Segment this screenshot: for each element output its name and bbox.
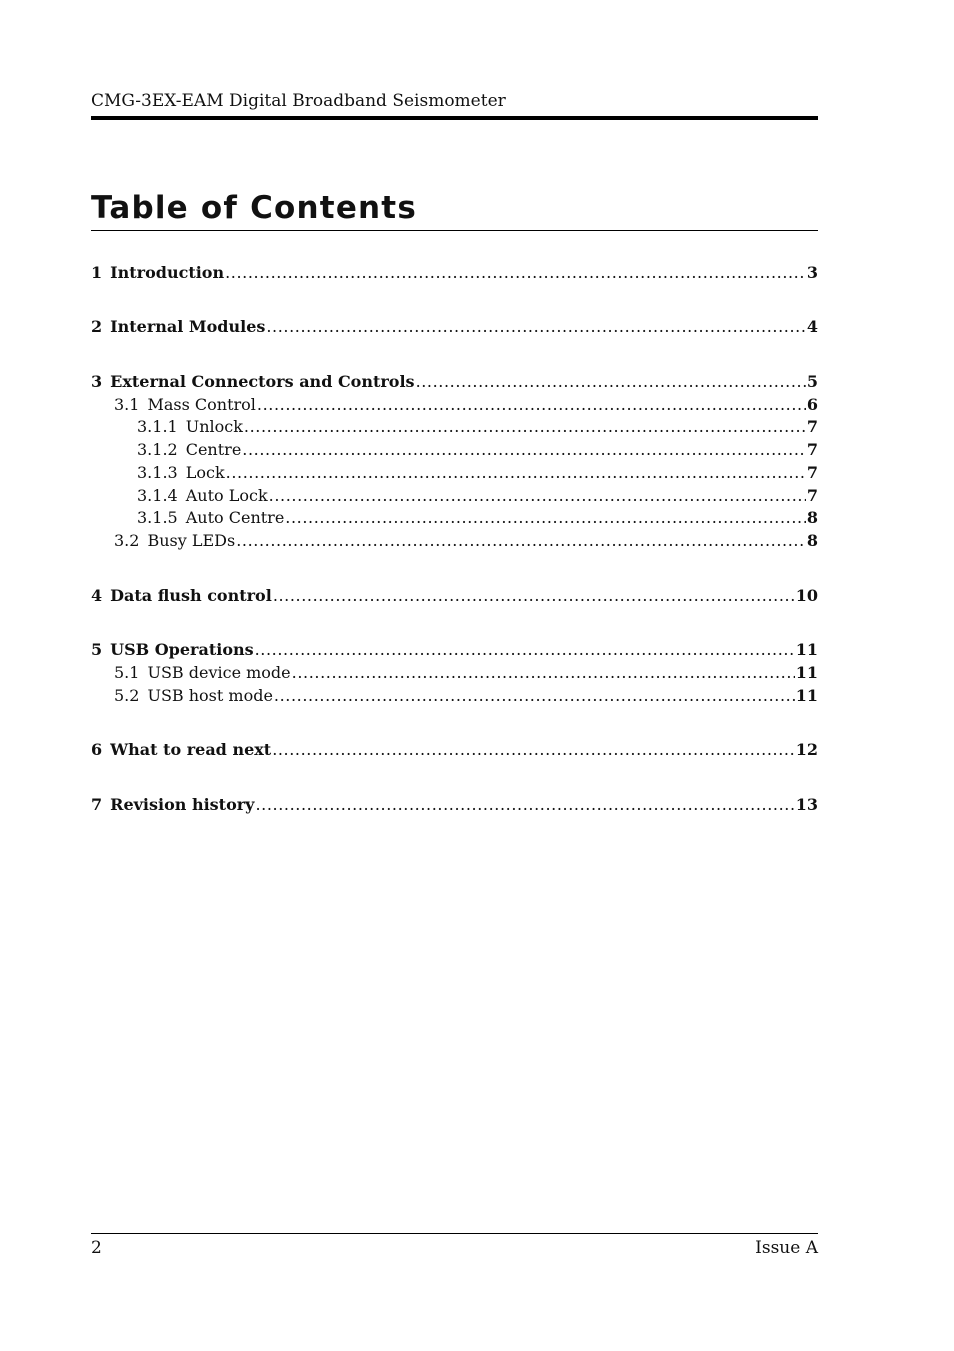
toc-entry-internal-modules[interactable] xyxy=(91,317,818,337)
toc-dot-leader xyxy=(242,440,806,460)
toc-entry-page: 7 xyxy=(806,463,818,482)
toc-entry-label: Revision history xyxy=(110,795,255,814)
toc-entry-page: 8 xyxy=(806,508,818,527)
toc-dot-leader xyxy=(266,317,805,337)
toc-entry-page: 7 xyxy=(806,417,818,436)
toc-entry-label: Auto Centre xyxy=(185,508,285,527)
toc-dot-leader xyxy=(236,531,806,551)
toc-entry-number: 1 xyxy=(91,263,103,282)
toc-entry-page: 10 xyxy=(795,586,818,605)
toc-entry-number: 5 xyxy=(91,640,103,659)
footer-issue: Issue A xyxy=(755,1238,818,1258)
toc-title: Table of Contents xyxy=(91,190,417,226)
toc-dot-leader xyxy=(257,395,806,415)
toc-entry-auto-centre[interactable] xyxy=(137,508,818,528)
toc-dot-leader xyxy=(272,740,795,760)
toc-entry-number: 3.1 xyxy=(114,395,140,414)
footer-rule xyxy=(91,1233,818,1234)
toc-dot-leader xyxy=(244,417,806,437)
toc-entry-number: 3.2 xyxy=(114,531,140,550)
toc-entry-label: Mass Control xyxy=(147,395,256,414)
toc-entry-label: USB device mode xyxy=(147,663,291,682)
toc-dot-leader xyxy=(255,640,795,660)
toc-entry-number: 3.1.2 xyxy=(137,440,178,459)
toc-entry-number: 3.1.4 xyxy=(137,486,178,505)
toc-entry-page: 11 xyxy=(795,640,818,659)
footer-page-number: 2 xyxy=(91,1238,102,1258)
toc-entry-number: 3.1.5 xyxy=(137,508,178,527)
toc-entry-page: 6 xyxy=(806,395,818,414)
toc-entry-page: 3 xyxy=(806,263,818,282)
toc-entry-what-to-read-next[interactable] xyxy=(91,740,818,760)
toc-entry-number: 3.1.3 xyxy=(137,463,178,482)
toc-entry-introduction[interactable] xyxy=(91,263,818,283)
toc-entry-label: Busy LEDs xyxy=(147,531,236,550)
toc-entry-number: 4 xyxy=(91,586,103,605)
toc-entry-lock[interactable] xyxy=(137,463,818,483)
toc-entry-usb-operations[interactable] xyxy=(91,640,818,660)
toc-entry-label: Introduction xyxy=(110,263,225,282)
toc-entry-external-connectors[interactable] xyxy=(91,372,818,392)
toc-entry-usb-host-mode[interactable] xyxy=(114,686,818,706)
toc-entry-mass-control[interactable] xyxy=(114,395,818,415)
toc-entry-label: Lock xyxy=(185,463,225,482)
toc-entry-number: 2 xyxy=(91,317,103,336)
toc-entry-revision-history[interactable] xyxy=(91,795,818,815)
toc-entry-label: Centre xyxy=(185,440,242,459)
toc-entry-number: 3 xyxy=(91,372,103,391)
toc-entry-auto-lock[interactable] xyxy=(137,486,818,506)
toc-entry-unlock[interactable] xyxy=(137,417,818,437)
toc-entry-number: 5.2 xyxy=(114,686,140,705)
toc-entry-page: 8 xyxy=(806,531,818,550)
toc-entry-page: 5 xyxy=(806,372,818,391)
toc-dot-leader xyxy=(226,463,806,483)
toc-entry-label: Data flush control xyxy=(110,586,272,605)
toc-entry-number: 6 xyxy=(91,740,103,759)
toc-entry-label: What to read next xyxy=(110,740,272,759)
toc-entry-page: 11 xyxy=(795,686,818,705)
toc-entry-centre[interactable] xyxy=(137,440,818,460)
toc-entry-page: 11 xyxy=(795,663,818,682)
toc-entry-label: USB Operations xyxy=(110,640,254,659)
toc-dot-leader xyxy=(255,795,794,815)
toc-entry-label: Unlock xyxy=(185,417,243,436)
toc-dot-leader xyxy=(273,586,795,606)
toc-dot-leader xyxy=(292,663,795,683)
toc-entry-page: 13 xyxy=(795,795,818,814)
toc-dot-leader xyxy=(416,372,806,392)
toc-entry-number: 3.1.1 xyxy=(137,417,178,436)
toc-entry-page: 12 xyxy=(795,740,818,759)
toc-entry-page: 4 xyxy=(806,317,818,336)
toc-entry-number: 5.1 xyxy=(114,663,140,682)
toc-entry-label: External Connectors and Controls xyxy=(110,372,415,391)
title-rule xyxy=(91,230,818,231)
toc-dot-leader xyxy=(274,686,795,706)
toc-entry-usb-device-mode[interactable] xyxy=(114,663,818,683)
toc-dot-leader xyxy=(285,508,806,528)
toc-entry-page: 7 xyxy=(806,486,818,505)
toc-entry-data-flush-control[interactable] xyxy=(91,586,818,606)
toc-entry-page: 7 xyxy=(806,440,818,459)
toc-entry-label: USB host mode xyxy=(147,686,273,705)
toc-entry-busy-leds[interactable] xyxy=(114,531,818,551)
toc-entry-label: Auto Lock xyxy=(185,486,268,505)
running-header: CMG-3EX-EAM Digital Broadband Seismometer xyxy=(91,91,506,111)
toc-dot-leader xyxy=(269,486,806,506)
toc-entry-number: 7 xyxy=(91,795,103,814)
header-rule xyxy=(91,116,818,120)
toc-dot-leader xyxy=(225,263,806,283)
toc-entry-label: Internal Modules xyxy=(110,317,266,336)
